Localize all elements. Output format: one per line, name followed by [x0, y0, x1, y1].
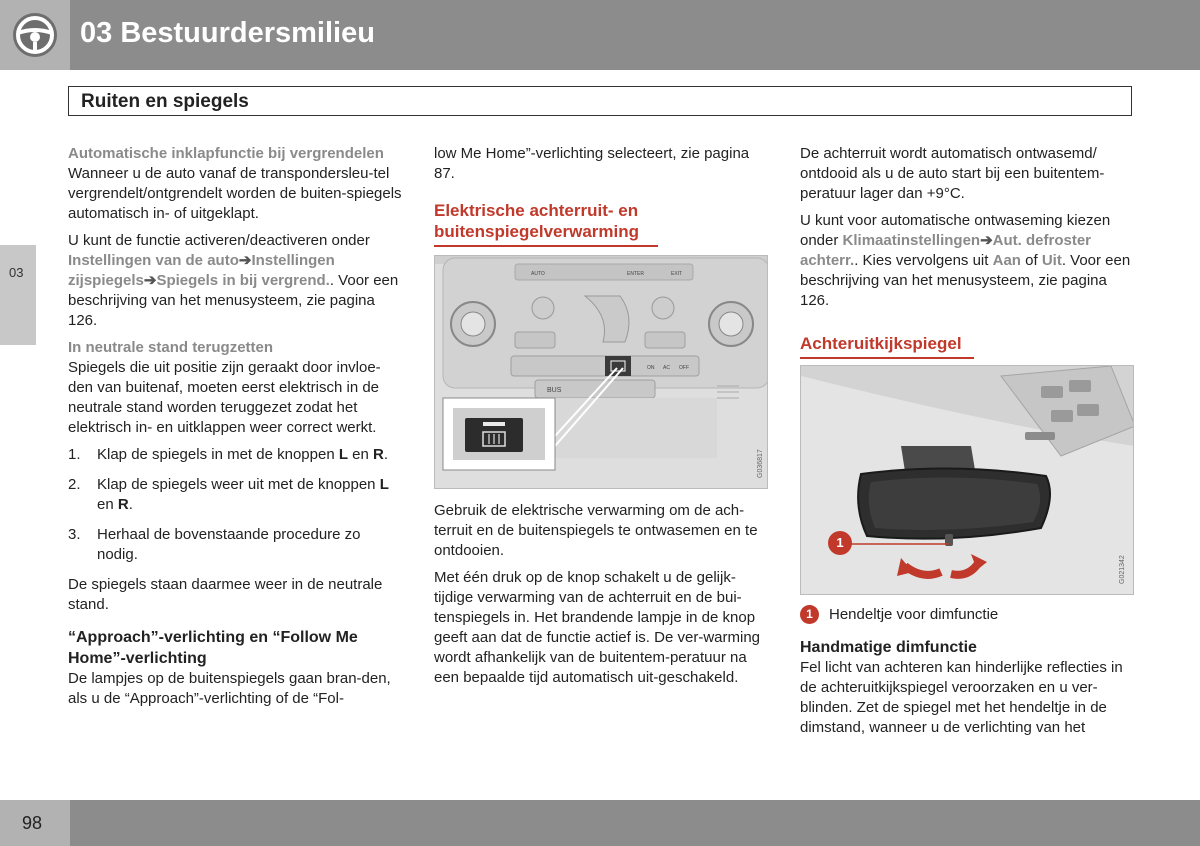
legend-text: Hendeltje voor dimfunctie	[829, 605, 999, 623]
paragraph: De lampjes op de buitenspiegels gaan bran-den, als u de “Approach”-verlichting of de “Fol-	[68, 670, 391, 707]
paragraph: De achterruit wordt automatisch ontwasemd/ ontdooid als u de auto start bij een buitentem-peratuur lager dan +9°C.	[800, 145, 1105, 202]
column-3	[800, 144, 1134, 745]
heading-auto-fold: Automatische inklapfunctie bij vergrendelen	[68, 145, 384, 162]
figure-code: G021342	[1119, 554, 1126, 584]
page-number: 98	[22, 813, 43, 833]
svg-text:AUTO: AUTO	[531, 270, 545, 277]
paragraph: Wanneer u de auto vanaf de transpondersleu-tel vergrendelt/ontgrendelt worden de buiten-spiegels automatisch in- of uitgeklapt.	[68, 165, 402, 222]
column-1	[68, 144, 402, 716]
menu-link-vehicle-settings[interactable]: Instellingen van de auto	[68, 252, 239, 269]
arrow-icon: ➔	[980, 232, 993, 249]
svg-text:EXIT: EXIT	[671, 270, 683, 277]
legend-row	[800, 605, 1134, 625]
steering-wheel-icon	[0, 0, 70, 70]
paragraph: low Me Home”-verlichting selecteert, zie pagina 87.	[434, 145, 750, 182]
climate-panel-illustration	[435, 256, 768, 489]
paragraph: Met één druk op de knop schakelt u de gelijk-tijdige verwarming van de achterruit en de bui-tenspiegels in. Het brandende lampje in de knop geeft aan dat de functie actief is. De ver-warming wordt afhankelijk van de buitentem-peratuur na een bepaalde tijd automatisch uit-geschakeld.	[434, 568, 761, 686]
rear-view-mirror-illustration	[801, 366, 1134, 595]
arrow-icon: ➔	[143, 272, 157, 289]
steps-list	[68, 445, 402, 565]
chapter-side-tab[interactable]	[0, 245, 36, 345]
svg-text:ENTER: ENTER	[627, 270, 644, 277]
menu-link-auto-defroster[interactable]: Aut. defroster achterr.	[800, 232, 1091, 269]
svg-text:AC: AC	[663, 364, 670, 371]
legend-badge: 1	[800, 605, 819, 624]
chapter-logo	[0, 0, 70, 70]
climate-panel-figure	[434, 255, 768, 489]
section-header-box	[68, 86, 1132, 116]
paragraph: Fel licht van achteren kan hinderlijke reflecties in de achteruitkijkspiegel veroorzaken en u ver-blinden. Zet de spiegel met het hendeltje in de dimstand, wanneer u de verlichting van het	[800, 658, 1123, 736]
menu-link-fold-on-lock[interactable]: Spiegels in bij vergrend.	[156, 272, 330, 289]
paragraph: Spiegels die uit positie zijn geraakt door invloe-den van buitenaf, moeten eerst elektrisch in de neutrale stand worden teruggezet zodat het elektrisch in- en uitklappen weer correct werkt.	[68, 359, 381, 436]
column-2	[434, 144, 768, 695]
menu-link-climate-settings[interactable]: Klimaatinstellingen	[842, 232, 981, 249]
heading-neutral-reset: In neutrale stand terugzetten	[68, 339, 274, 356]
paragraph-menu-path: U kunt de functie activeren/deactiveren onder Instellingen van de auto➔Instellingen zijspiegels➔Spiegels in bij vergrend.. Voor een beschrijving van het menusysteem, zie pagina 126.	[68, 232, 399, 329]
svg-text:OFF: OFF	[679, 364, 689, 371]
arrow-icon: ➔	[238, 252, 252, 269]
list-item: 2. Klap de spiegels weer uit met de knoppen L en R.	[68, 476, 389, 513]
menu-option-on[interactable]: Aan	[992, 252, 1021, 269]
callout-badge: 1	[828, 531, 852, 555]
heading-rear-view-mirror: Achteruitkijkspiegel	[800, 334, 962, 353]
paragraph-menu-path: U kunt voor automatische ontwaseming kiezen onder Klimaatinstellingen➔Aut. defroster achterr.. Kies vervolgens uit Aan of Uit. Voor een beschrijving van het menusysteem, zie pagina 126.	[800, 212, 1131, 309]
svg-text:ON: ON	[647, 364, 655, 371]
paragraph: Gebruik de elektrische verwarming om de ach-terruit en de buitenspiegels te ontwasemen en te ontdooien.	[434, 501, 758, 559]
heading-heated-rear-window: Elektrische achterruit- en buitenspiegelverwarming	[434, 201, 639, 241]
section-title: Ruiten en spiegels	[81, 91, 249, 112]
chapter-title: 03 Bestuurdersmilieu	[80, 17, 375, 49]
heading-approach-lighting: “Approach”-verlichting en “Follow Me Home”-verlichting	[68, 629, 358, 667]
menu-option-off[interactable]: Uit	[1041, 252, 1062, 269]
list-item: 3. Herhaal de bovenstaande procedure zo nodig.	[68, 526, 361, 563]
heading-manual-dimming: Handmatige dimfunctie	[800, 638, 977, 656]
heading-underline	[434, 245, 658, 247]
heading-underline	[800, 357, 974, 359]
list-item: 1. Klap de spiegels in met de knoppen L en R.	[68, 446, 389, 463]
chapter-side-tab-label: 03	[9, 265, 24, 280]
svg-text:BUS: BUS	[547, 386, 562, 394]
figure-code: G036817	[757, 448, 764, 478]
footer-bar	[0, 800, 1200, 846]
rear-view-mirror-figure	[800, 365, 1134, 595]
menu-link-mirror-settings[interactable]: Instellingen zijspiegels	[68, 252, 335, 289]
page-number-box	[0, 800, 70, 846]
paragraph: De spiegels staan daarmee weer in de neutrale stand.	[68, 576, 383, 613]
